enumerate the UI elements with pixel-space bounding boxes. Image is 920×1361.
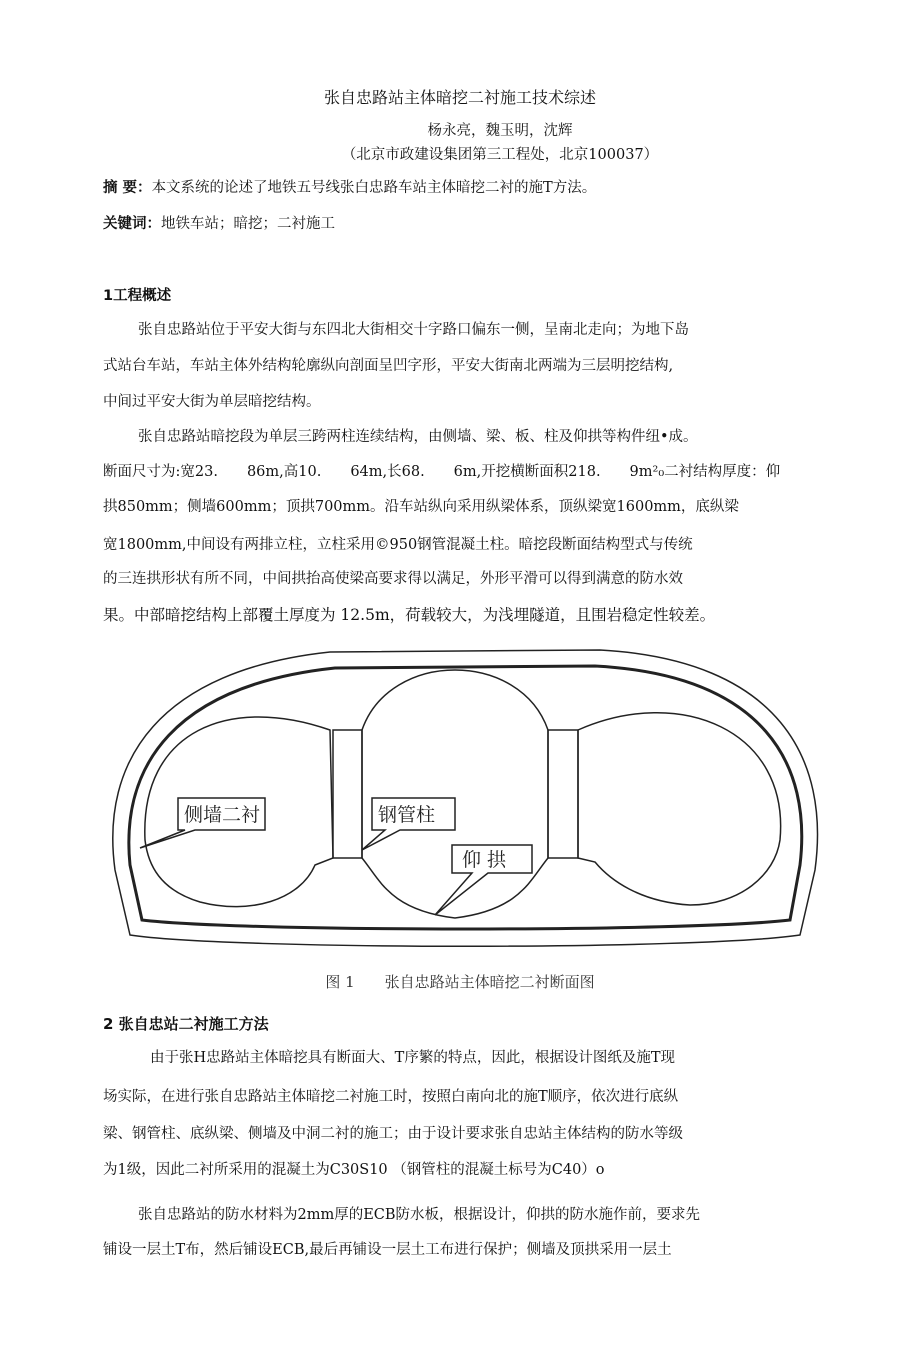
section-2-heading: 2 张自忠站二衬施工方法 — [103, 1015, 269, 1033]
paragraph-line: 的三连拱形状有所不同，中间拱抬高使梁高要求得以满足，外形平滑可以得到满意的防水效 — [103, 571, 683, 587]
paragraph-line: 梁、钢管柱、底纵梁、侧墙及中洞二衬的施工；由于设计要求张自忠站主体结构的防水等级 — [103, 1126, 683, 1142]
paragraph-line: 拱850mm；侧墙600mm；顶拱700mm。沿车站纵向采用纵梁体系，顶纵梁宽1600mm，底纵梁 — [103, 499, 739, 515]
section-1-heading: 1工程概述 — [103, 288, 172, 304]
paragraph-line: 张自忠路站位于平安大街与东四北大街相交十字路口偏东一侧，呈南北走向；为地下岛 — [138, 322, 689, 338]
callout-invert-arch — [435, 845, 532, 915]
station-cross-section-figure — [100, 640, 830, 960]
paragraph-line: 由于张H忠路站主体暗挖具有断面大、T序繁的特点，因此，根据设计图纸及施T现 — [150, 1050, 675, 1066]
figure-caption: 图 1 张自忠路站主体暗挖二衬断面图 — [325, 973, 595, 991]
abstract-label: 摘 要： — [103, 180, 152, 196]
right-cell — [578, 713, 781, 905]
callout-steel-column — [362, 798, 455, 850]
abstract-text: 本文系统的论述了地铁五号线张白忠路车站主体暗挖二衬的施T方法。 — [151, 180, 597, 196]
label-steel-column: 钢管柱 — [378, 804, 436, 826]
paragraph-line: 断面尺寸为:宽23. 86m,高10. 64m,长68. 6m,开挖横断面积218. 9m²₀二衬结构厚度：仰 — [103, 464, 781, 480]
paragraph-line: 中间过平安大街为单层暗挖结构。 — [103, 394, 321, 410]
keywords-label: 关键词： — [103, 216, 161, 232]
callout-side-wall — [140, 798, 265, 848]
paragraph-line: 宽1800mm,中间设有两排立柱，立柱采用©950钢管混凝土柱。暗挖段断面结构型式与传统 — [103, 537, 693, 553]
paragraph-line: 式站台车站，车站主体外结构轮廓纵向剖面呈凹字形，平安大街南北两端为三层明挖结构, — [103, 358, 674, 374]
authors: 杨永亮，魏玉明，沈辉 — [427, 123, 573, 139]
label-side-wall: 侧墙二衬 — [184, 804, 261, 826]
paragraph-line: 果。中部暗挖结构上部覆土厚度为 12.5m，荷载较大，为浅埋隧道，且围岩稳定性较差。 — [103, 606, 716, 624]
steel-column-left — [333, 730, 362, 858]
label-invert-arch: 仰 拱 — [462, 849, 507, 871]
affiliation: （北京市政建设集团第三工程处，北京100037） — [341, 147, 659, 163]
steel-column-right — [548, 730, 578, 858]
paragraph-line: 铺设一层土T布，然后铺设ECB,最后再铺设一层土工布进行保护；侧墙及顶拱采用一层土 — [103, 1242, 672, 1258]
doc-title: 张自忠路站主体暗挖二衬施工技术综述 — [323, 88, 596, 107]
keywords-text: 地铁车站；暗挖；二衬施工 — [161, 216, 335, 232]
paragraph-line: 张自忠路站的防水材料为2mm厚的ECB防水板，根据设计，仰拱的防水施作前，要求先 — [138, 1207, 701, 1223]
paragraph-line: 为1级，因此二衬所采用的混凝土为C30S10 （钢管柱的混凝土标号为C40）o — [103, 1162, 605, 1178]
paragraph-line: 张自忠路站暗挖段为单层三跨两柱连续结构，由侧墙、梁、板、柱及仰拱等构件纽•成。 — [138, 429, 698, 445]
paragraph-line: 场实际，在进行张自忠路站主体暗挖二衬施工时，按照白南向北的施T顺序，依次进行底纵 — [103, 1089, 679, 1105]
middle-cell — [362, 670, 548, 918]
